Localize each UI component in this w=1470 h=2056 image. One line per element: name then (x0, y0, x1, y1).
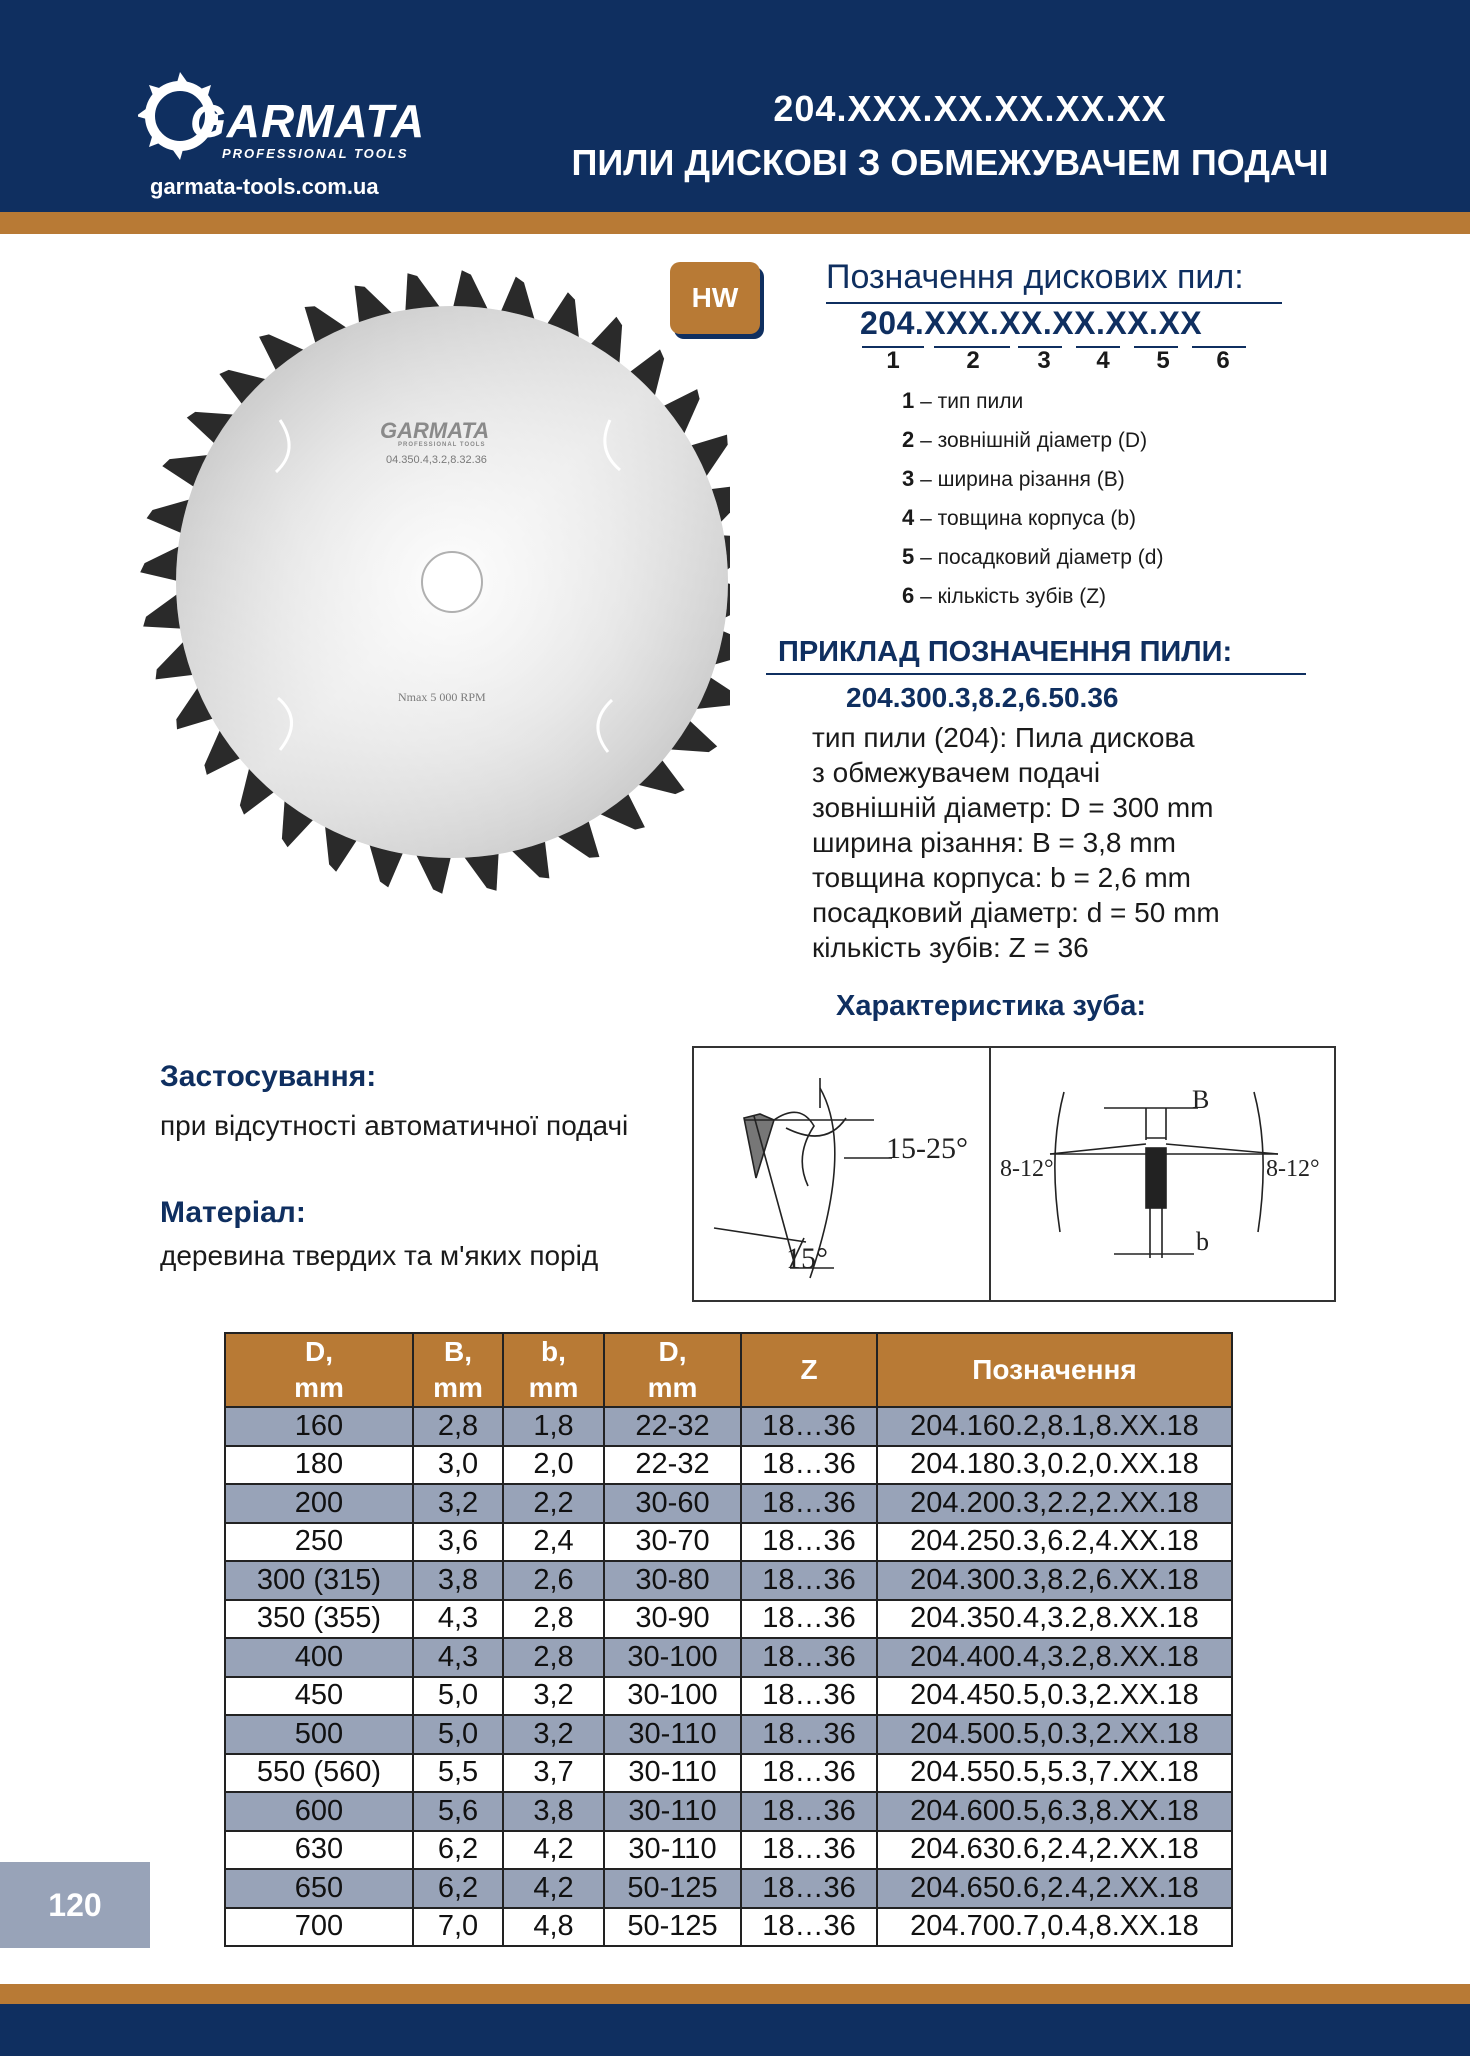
table-cell: 30-110 (604, 1754, 741, 1793)
legend-text: – посадковий діаметр (d) (920, 546, 1164, 569)
legend-text: – ширина різання (B) (920, 468, 1125, 491)
blade-marking: 04.350.4,3.2,8.32.36 (386, 454, 487, 466)
segment-number: 6 (1216, 347, 1230, 374)
table-row (225, 1446, 1232, 1485)
table-row (225, 1792, 1232, 1831)
example-description (812, 722, 1220, 967)
table-row (225, 1908, 1232, 1947)
table-cell: 50-125 (604, 1869, 741, 1908)
table-cell: 7,0 (413, 1908, 503, 1947)
table-cell: 1,8 (503, 1407, 604, 1446)
footer-accent-stripe (0, 1984, 1470, 2004)
table-cell: 400 (225, 1638, 413, 1677)
col-header-d-bore: D, mm (604, 1333, 741, 1407)
table-cell: 30-110 (604, 1792, 741, 1831)
table-cell: 6,2 (413, 1869, 503, 1908)
table-cell: 18…36 (741, 1523, 877, 1562)
legend-item (902, 505, 1163, 544)
tooth-geometry-diagram (692, 1046, 1336, 1302)
label-body-thickness: b (1196, 1227, 1209, 1256)
table-cell: 6,2 (413, 1831, 503, 1870)
tooth-geometry-svg (694, 1048, 1334, 1300)
table-row (225, 1677, 1232, 1716)
clearance-angle-label: 15° (786, 1242, 828, 1275)
legend-text: – товщина корпуса (b) (920, 507, 1137, 530)
blade-brand-sub: PROFESSIONAL TOOLS (398, 442, 486, 448)
table-cell: 204.450.5,0.3,2.XX.18 (877, 1677, 1232, 1716)
designation-code: 204.XXX.XX.XX.XX.XX (860, 305, 1203, 341)
material-label: Матеріал: (160, 1196, 306, 1229)
example-line: з обмежувачем подачі (812, 757, 1101, 788)
table-cell: 350 (355) (225, 1600, 413, 1639)
table-cell: 200 (225, 1484, 413, 1523)
table-cell: 30-80 (604, 1561, 741, 1600)
table-cell: 30-60 (604, 1484, 741, 1523)
example-line: ширина різання: B = 3,8 mm (812, 827, 1176, 858)
table-cell: 5,6 (413, 1792, 503, 1831)
table-cell: 30-70 (604, 1523, 741, 1562)
table-row (225, 1600, 1232, 1639)
table-cell: 30-110 (604, 1831, 741, 1870)
table-cell: 4,3 (413, 1638, 503, 1677)
table-cell: 2,4 (503, 1523, 604, 1562)
segment-number: 2 (966, 347, 980, 374)
example-line: тип пили (204): Пила дискова (812, 722, 1195, 753)
table-cell: 3,7 (503, 1754, 604, 1793)
table-cell: 5,0 (413, 1677, 503, 1716)
col-header-b-thickness: b, mm (503, 1333, 604, 1407)
table-cell: 600 (225, 1792, 413, 1831)
table-cell: 204.700.7,0.4,8.XX.18 (877, 1908, 1232, 1947)
legend-number: 6 (902, 583, 915, 608)
tooth-characteristics-title: Характеристика зуба: (836, 990, 1147, 1022)
table-row (225, 1869, 1232, 1908)
example-title-underline (766, 673, 1306, 675)
page-title: ПИЛИ ДИСКОВІ З ОБМЕЖУВАЧЕМ ПОДАЧІ (571, 142, 1329, 183)
legend-number: 3 (902, 466, 915, 491)
material-text: деревина твердих та м'яких порід (160, 1240, 599, 1271)
legend-number: 4 (902, 505, 915, 530)
segment-number: 1 (886, 347, 900, 374)
table-cell: 5,5 (413, 1754, 503, 1793)
table-row (225, 1484, 1232, 1523)
legend-number: 1 (902, 388, 915, 413)
table-cell: 3,8 (503, 1792, 604, 1831)
table-cell: 204.180.3,0.2,0.XX.18 (877, 1446, 1232, 1485)
table-cell: 204.200.3,2.2,2.XX.18 (877, 1484, 1232, 1523)
table-cell: 18…36 (741, 1600, 877, 1639)
legend-number: 5 (902, 544, 915, 569)
table-cell: 204.650.6,2.4,2.XX.18 (877, 1869, 1232, 1908)
segment-number: 5 (1156, 347, 1170, 374)
example-code: 204.300.3,8.2,6.50.36 (846, 682, 1119, 713)
table-cell: 204.350.4,3.2,8.XX.18 (877, 1600, 1232, 1639)
table-cell: 18…36 (741, 1715, 877, 1754)
table-cell: 204.250.3,6.2,4.XX.18 (877, 1523, 1232, 1562)
table-cell: 204.160.2,8.1,8.XX.18 (877, 1407, 1232, 1446)
table-row (225, 1715, 1232, 1754)
table-cell: 204.400.4,3.2,8.XX.18 (877, 1638, 1232, 1677)
table-row (225, 1561, 1232, 1600)
table-cell: 204.550.5,5.3,7.XX.18 (877, 1754, 1232, 1793)
table-cell: 4,8 (503, 1908, 604, 1947)
garmata-logo (138, 64, 448, 164)
table-cell: 630 (225, 1831, 413, 1870)
page-header (0, 0, 1470, 212)
rake-angle-label: 15-25° (886, 1132, 968, 1165)
segment-number: 3 (1037, 347, 1051, 374)
table-cell: 4,2 (503, 1869, 604, 1908)
table-cell: 3,2 (503, 1715, 604, 1754)
table-cell: 18…36 (741, 1561, 877, 1600)
table-cell: 18…36 (741, 1792, 877, 1831)
table-cell: 2,0 (503, 1446, 604, 1485)
table-row (225, 1754, 1232, 1793)
legend-text: – зовнішній діаметр (D) (920, 429, 1148, 452)
saw-blade-image (130, 270, 730, 910)
table-cell: 450 (225, 1677, 413, 1716)
table-cell: 2,6 (503, 1561, 604, 1600)
table-cell: 650 (225, 1869, 413, 1908)
table-header-row (225, 1333, 1232, 1407)
hw-badge: HW (670, 262, 760, 334)
col-header-z: Z (741, 1333, 877, 1407)
table-cell: 2,8 (503, 1600, 604, 1639)
side-angle-left-label: 8-12° (1000, 1156, 1054, 1182)
legend-item (902, 466, 1163, 505)
example-line: товщина корпуса: b = 2,6 mm (812, 862, 1191, 893)
table-cell: 2,8 (503, 1638, 604, 1677)
header-accent-stripe (0, 212, 1470, 234)
table-cell: 300 (315) (225, 1561, 413, 1600)
table-cell: 18…36 (741, 1677, 877, 1716)
table-cell: 30-110 (604, 1715, 741, 1754)
col-header-b-width: B, mm (413, 1333, 503, 1407)
legend-item (902, 583, 1163, 622)
table-cell: 18…36 (741, 1908, 877, 1947)
table-cell: 3,6 (413, 1523, 503, 1562)
designation-legend (902, 388, 1163, 622)
logo-tagline: PROFESSIONAL TOOLS (222, 146, 409, 161)
legend-text: – кількість зубів (Z) (920, 585, 1107, 608)
table-row (225, 1523, 1232, 1562)
table-cell: 18…36 (741, 1869, 877, 1908)
table-cell: 4,2 (503, 1831, 604, 1870)
table-cell: 18…36 (741, 1407, 877, 1446)
page-number: 120 (0, 1862, 150, 1948)
example-title: ПРИКЛАД ПОЗНАЧЕННЯ ПИЛИ: (778, 636, 1233, 668)
legend-item (902, 388, 1163, 427)
table-cell: 160 (225, 1407, 413, 1446)
table-cell: 30-100 (604, 1677, 741, 1716)
col-header-d-outer: D, mm (225, 1333, 413, 1407)
table-cell: 204.500.5,0.3,2.XX.18 (877, 1715, 1232, 1754)
table-cell: 550 (560) (225, 1754, 413, 1793)
label-cut-width: B (1192, 1085, 1210, 1114)
side-angle-right-label: 8-12° (1266, 1156, 1320, 1182)
blade-brand: GARMATA (380, 418, 490, 443)
designation-title-underline (826, 302, 1282, 304)
table-cell: 30-100 (604, 1638, 741, 1677)
website-link[interactable]: garmata-tools.com.ua (150, 174, 379, 199)
legend-item (902, 544, 1163, 583)
table-cell: 3,0 (413, 1446, 503, 1485)
series-code: 204.XXX.XX.XX.XX.XX (773, 88, 1167, 129)
table-cell: 50-125 (604, 1908, 741, 1947)
table-cell: 5,0 (413, 1715, 503, 1754)
table-cell: 204.630.6,2.4,2.XX.18 (877, 1831, 1232, 1870)
example-line: зовнішній діаметр: D = 300 mm (812, 792, 1214, 823)
table-cell: 18…36 (741, 1638, 877, 1677)
table-row (225, 1407, 1232, 1446)
col-header-designation: Позначення (877, 1333, 1232, 1407)
table-cell: 2,8 (413, 1407, 503, 1446)
application-text: при відсутності автоматичної подачі (160, 1110, 629, 1141)
table-cell: 18…36 (741, 1484, 877, 1523)
table-cell: 500 (225, 1715, 413, 1754)
example-line: кількість зубів: Z = 36 (812, 932, 1089, 963)
table-cell: 700 (225, 1908, 413, 1947)
table-cell: 18…36 (741, 1754, 877, 1793)
table-cell: 2,2 (503, 1484, 604, 1523)
table-cell: 3,2 (413, 1484, 503, 1523)
designation-title: Позначення дискових пил: (826, 258, 1244, 296)
example-line: посадковий діаметр: d = 50 mm (812, 897, 1220, 928)
table-cell: 3,8 (413, 1561, 503, 1600)
table-cell: 18…36 (741, 1446, 877, 1485)
page-footer (0, 2004, 1470, 2056)
application-label: Застосування: (160, 1060, 377, 1093)
legend-number: 2 (902, 427, 915, 452)
table-cell: 22-32 (604, 1446, 741, 1485)
table-cell: 4,3 (413, 1600, 503, 1639)
table-cell: 3,2 (503, 1677, 604, 1716)
segment-number: 4 (1096, 347, 1110, 374)
legend-item (902, 427, 1163, 466)
table-cell: 180 (225, 1446, 413, 1485)
table-cell: 18…36 (741, 1831, 877, 1870)
spec-table (224, 1332, 1233, 1947)
table-row (225, 1831, 1232, 1870)
table-cell: 250 (225, 1523, 413, 1562)
table-row (225, 1638, 1232, 1677)
table-cell: 22-32 (604, 1407, 741, 1446)
table-cell: 204.600.5,6.3,8.XX.18 (877, 1792, 1232, 1831)
logo-wordmark: GARMATA (190, 95, 426, 147)
table-cell: 204.300.3,8.2,6.XX.18 (877, 1561, 1232, 1600)
blade-rpm: Nmax 5 000 RPM (398, 690, 486, 704)
legend-text: – тип пили (920, 390, 1024, 413)
saw-blade-icon (130, 270, 730, 910)
table-cell: 30-90 (604, 1600, 741, 1639)
